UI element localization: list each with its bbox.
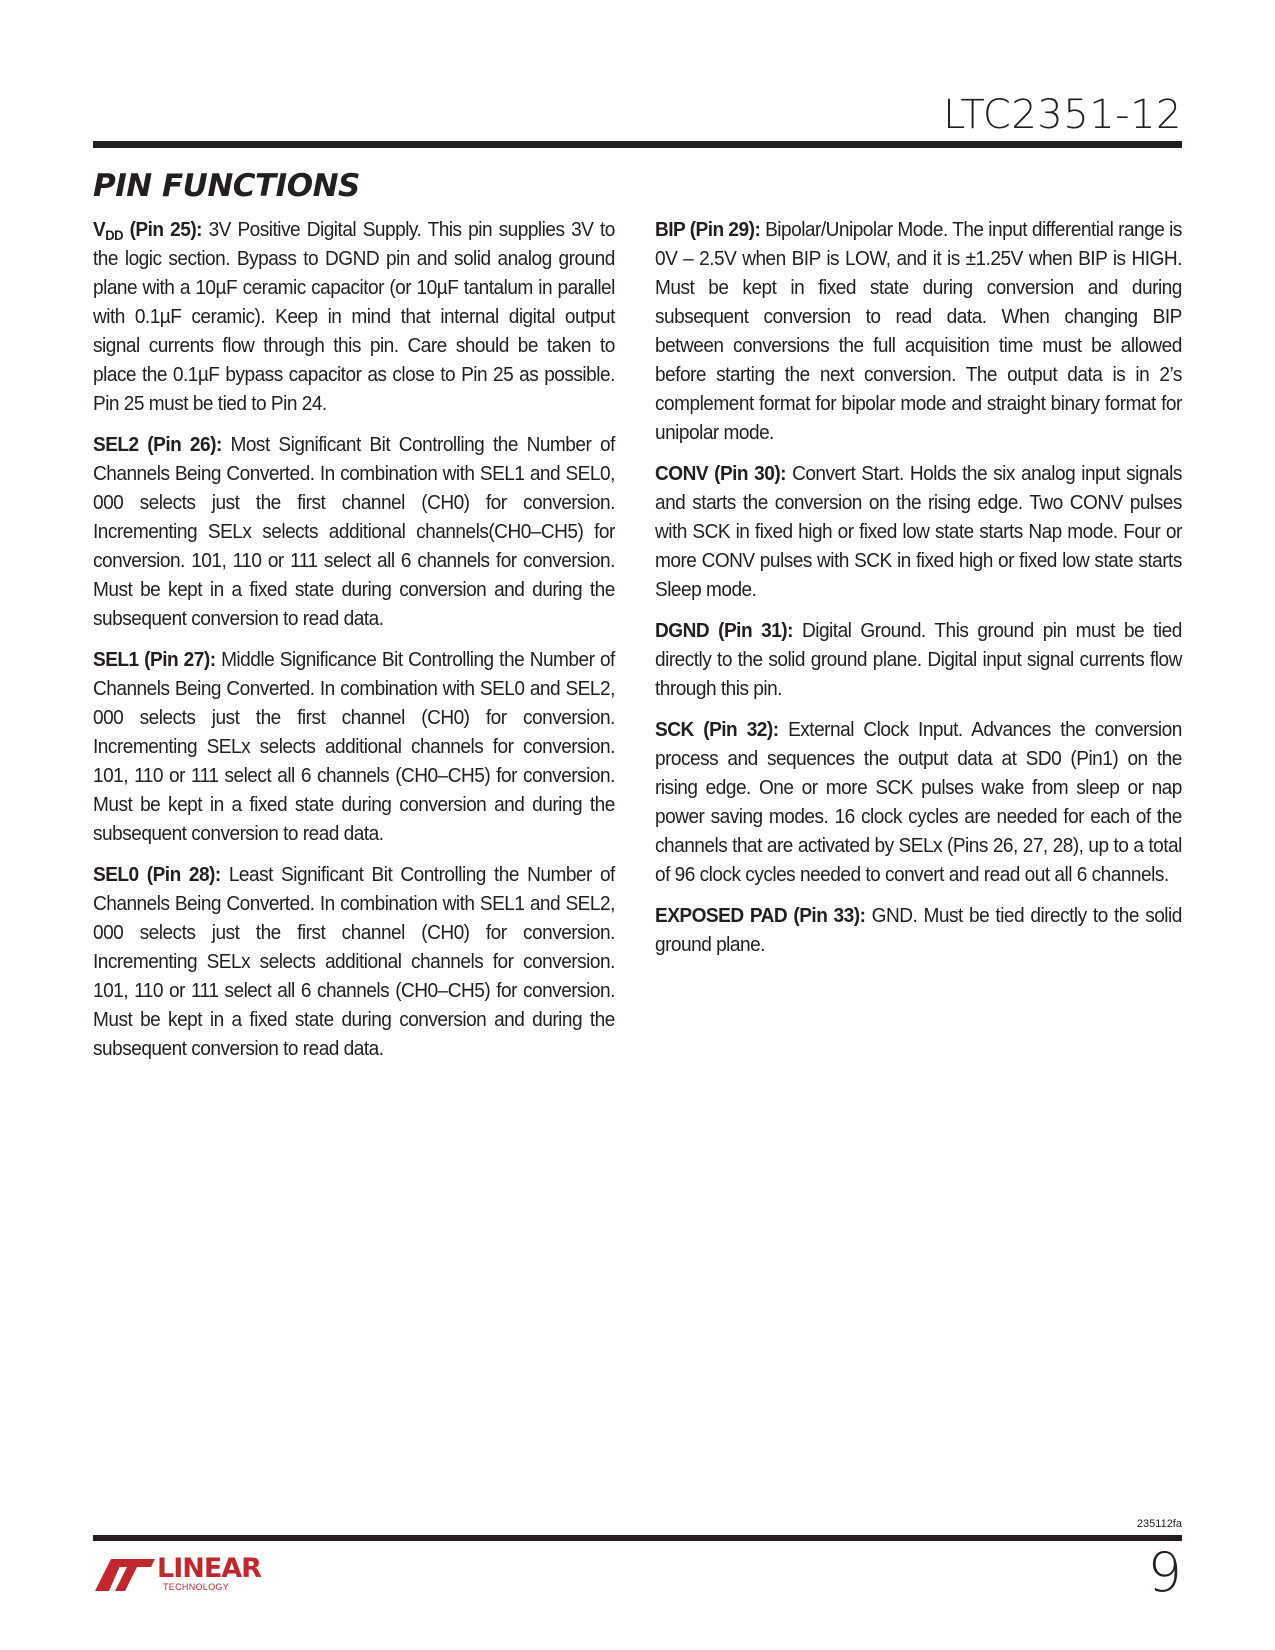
pin-text: Most Significant Bit Controlling the Number of Channels Being Converted. In combination with SEL1 and SEL0, 000 selects just the first channel (CH0) for conversion. Incrementing SELx selects additional channels(CH0–CH5) for conversion. 101, 110 or 111 select all 6 channels for conversion. Must be kept in a fixed state during conversion and during the subsequent conversion to read data. — [93, 433, 615, 630]
pin-text: 3V Positive Digital Supply. This pin supplies 3V to the logic section. Bypass to DGND pin and solid analog ground plane with a 10µF ceramic capacitor (or 10µF tantalum in parallel with 0.1µF ceramic). Keep in mind that internal digital output signal currents flow through this pin. Care should be taken to place the 0.1µF bypass capacitor as close to Pin 25 as possible. Pin 25 must be tied to Pin 24. — [93, 218, 615, 415]
linear-technology-logo — [93, 1553, 268, 1593]
pin-text: Least Significant Bit Controlling the Number of Channels Being Converted. In combination with SEL1 and SEL2, 000 selects just the first channel (CH0) for conversion. Incrementing SELx selects additional channels for conversion. 101, 110 or 111 select all 6 channels (CH0–CH5) for conversion. Must be kept in a fixed state during conversion and during the subsequent conversion to read data. — [93, 863, 615, 1060]
pin-description-conv — [655, 459, 1182, 604]
pin-name: SEL0 (Pin 28): — [93, 863, 221, 886]
logo-text: LINEAR — [157, 1553, 261, 1584]
pin-description-vdd — [93, 215, 615, 418]
part-number: LTC2351-12 — [943, 92, 1182, 138]
header-divider — [93, 141, 1182, 148]
pin-text: Digital Ground. This ground pin must be tied directly to the solid ground plane. Digital input signal currents flow through this pin. — [655, 619, 1182, 700]
pin-description-sel1 — [93, 645, 615, 848]
pin-name: BIP (Pin 29): — [655, 218, 761, 241]
pin-description-dgnd — [655, 616, 1182, 703]
document-code: 235112fa — [1136, 1518, 1182, 1530]
pin-text: Convert Start. Holds the six analog input signals and starts the conversion on the rising edge. Two CONV pulses with SCK in fixed high or fixed low state starts Nap mode. Four or more CONV pulses with SCK in fixed high or fixed low state starts Sleep mode. — [655, 462, 1182, 601]
pin-name: $V_{DD}$ (Pin 25): — [93, 218, 202, 243]
section-title: PIN FUNCTIONS — [93, 168, 360, 204]
pin-description-exposed-pad — [655, 901, 1182, 959]
pin-name: EXPOSED PAD (Pin 33): — [655, 904, 866, 927]
pin-name: DGND (Pin 31): — [655, 619, 793, 642]
pin-name: SEL2 (Pin 26): — [93, 433, 222, 456]
page-number: 9 — [1147, 1541, 1182, 1604]
pin-description-sck — [655, 715, 1182, 889]
linear-logo-mark-icon — [93, 1553, 157, 1593]
logo-subtext: TECHNOLOGY — [163, 1582, 230, 1592]
pin-text: Bipolar/Unipolar Mode. The input differential range is 0V – 2.5V when BIP is LOW, and it is ±1.25V when BIP is HIGH. Must be kept in fixed state during conversion and during subsequent conversion to read data. When changing BIP between conversions the full acquisition time must be allowed before starting the next conversion. The output data is in 2’s complement format for bipolar mode and straight binary format for unipolar mode. — [655, 218, 1182, 444]
pin-text: GND. Must be tied directly to the solid ground plane. — [655, 904, 1182, 956]
pin-name: SCK (Pin 32): — [655, 718, 779, 741]
footer-divider — [93, 1535, 1182, 1541]
pin-description-bip — [655, 215, 1182, 447]
pin-text: External Clock Input. Advances the conversion process and sequences the output data at SD0 (Pin1) on the rising edge. One or more SCK pulses wake from sleep or nap power saving modes. 16 clock cycles are needed for each of the channels that are activated by SELx (Pins 26, 27, 28), up to a total of 96 clock cycles needed to convert and read out all 6 channels. — [655, 718, 1182, 886]
pin-description-sel0 — [93, 860, 615, 1063]
pin-text: Middle Significance Bit Controlling the Number of Channels Being Converted. In combination with SEL0 and SEL2, 000 selects just the first channel (CH0) for conversion. Incrementing SELx selects additional channels for conversion. 101, 110 or 111 select all 6 channels (CH0–CH5) for conversion. Must be kept in a fixed state during conversion and during the subsequent conversion to read data. — [93, 648, 615, 845]
pin-name: CONV (Pin 30): — [655, 462, 786, 485]
pin-description-sel2 — [93, 430, 615, 633]
left-column — [93, 215, 615, 1075]
right-column — [655, 215, 1182, 971]
pin-name: SEL1 (Pin 27): — [93, 648, 216, 671]
